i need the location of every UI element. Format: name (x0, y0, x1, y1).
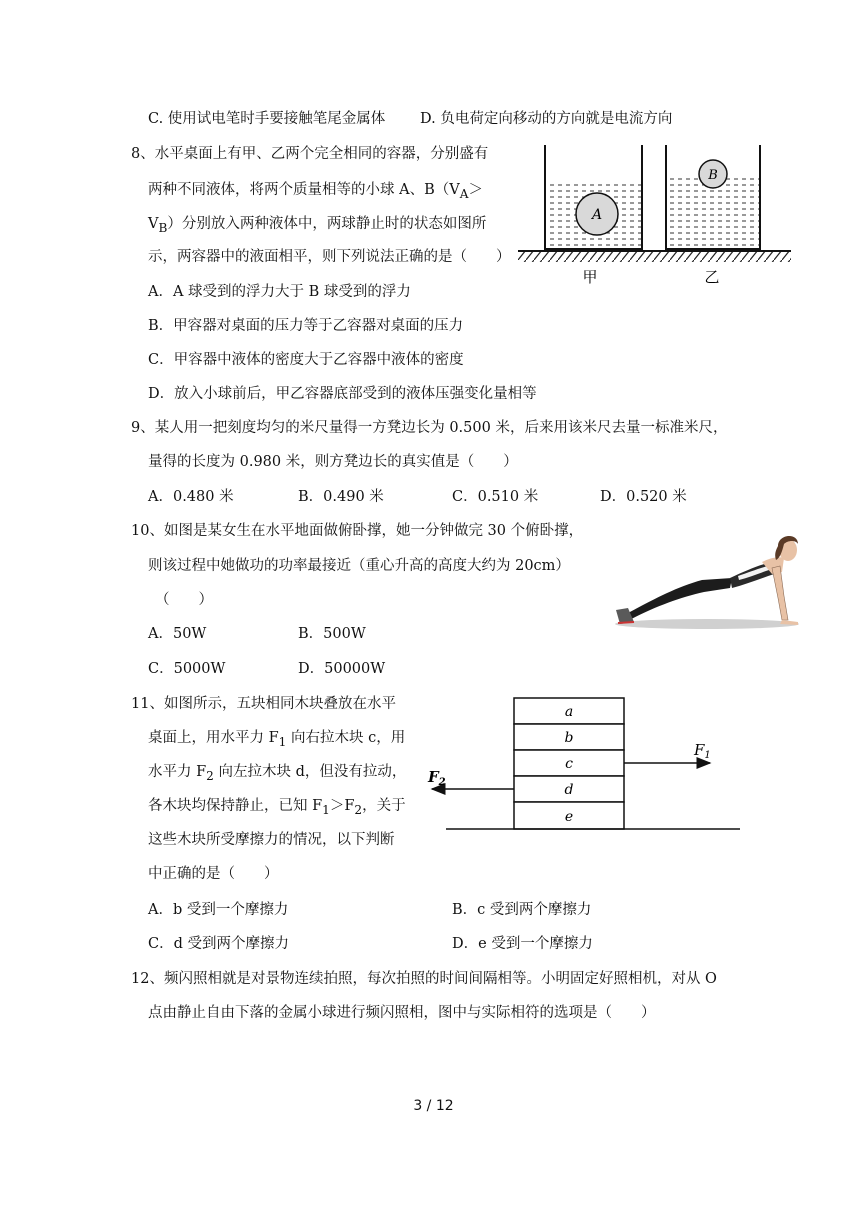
q9-option-b: B．0.490 米 (298, 489, 384, 505)
page-number: 3 / 12 (413, 1098, 454, 1114)
force-f1-label: $F_1$ (694, 741, 711, 761)
q9-stem-line1: 9、某人用一把刻度均匀的米尺量得一方凳边长为 0.500 米，后来用该米尺去量一标准米尺， (131, 420, 728, 436)
q8-option-a: A．A 球受到的浮力大于 B 球受到的浮力 (148, 284, 411, 300)
pushup-woman-figure (612, 528, 802, 632)
block-a-label: a (564, 704, 574, 720)
q8-option-b: B．甲容器对桌面的压力等于乙容器对桌面的压力 (148, 318, 464, 334)
q10-stem-line1: 10、如图是某女生在水平地面做俯卧撑，她一分钟做完 30 个俯卧撑， (131, 523, 584, 539)
q12-stem-line2: 点由静止自由下落的金属小球进行频闪照相，图中与实际相符的选项是（ ） (148, 1005, 656, 1021)
q9-stem-line2: 量得的长度为 0.980 米，则方凳边长的真实值是（ ） (148, 454, 518, 470)
block-b-label: b (564, 730, 574, 746)
q10-stem-line3: （ ） (155, 592, 213, 608)
q9-option-a: A．0.480 米 (148, 489, 234, 505)
q7-option-c: C. 使用试电笔时手要接触笔尾金属体 (148, 111, 386, 127)
q11-stem-line4: 各木块均保持静止，已知 $F_1>F_2$，关于 (148, 798, 406, 817)
q9-option-c: C．0.510 米 (452, 489, 539, 505)
q12-stem-line1: 12、频闪照相就是对景物连续拍照，每次拍照的时间间隔相等。小明固定好照相机，对从 O (131, 971, 717, 987)
q11-option-b: B．c 受到两个摩擦力 (452, 902, 592, 918)
q8-containers-figure (518, 140, 798, 290)
q10-option-b: B．500W (298, 626, 366, 642)
block-c-label: c (565, 756, 573, 772)
label-yi: 乙 (704, 268, 720, 286)
q8-stem-line4: 示，两容器中的液面相平，则下列说法正确的是（ ） (148, 249, 511, 265)
q11-stem-line6: 中正确的是（ ） (148, 866, 279, 882)
q8-stem-line2: 两种不同液体，将两个质量相等的小球 A、$B(V_A>$ (148, 182, 483, 201)
force-f2-label: $F_2$ (428, 768, 446, 788)
q11-stem-line2: 桌面上，用水平力 $F_1$ 向右拉木块 c，用 (148, 730, 406, 749)
ball-a-label: A (591, 207, 603, 223)
q11-stem-line5: 这些木块所受摩擦力的情况，以下判断 (148, 832, 395, 848)
q11-option-d: D．e 受到一个摩擦力 (452, 936, 593, 952)
block-e-label: e (564, 809, 574, 825)
q8-stem-line3: $V_B$）分别放入两种液体中，两球静止时的状态如图所 (148, 216, 487, 235)
block-d-label: d (564, 782, 574, 798)
q8-option-c: C．甲容器中液体的密度大于乙容器中液体的密度 (148, 352, 464, 368)
ball-b-label: B (708, 168, 718, 183)
q11-stem-line1: 11、如图所示，五块相同木块叠放在水平 (131, 696, 396, 712)
q9-option-d: D．0.520 米 (600, 489, 687, 505)
q10-option-c: C．5000W (148, 661, 226, 677)
q11-stem-line3: 水平力 $F_2$ 向左拉木块 d，但没有拉动， (148, 764, 407, 783)
q7-option-d: D. 负电荷定向移动的方向就是电流方向 (420, 111, 673, 127)
stacked-blocks-figure (420, 690, 750, 840)
q11-option-a: A．b 受到一个摩擦力 (148, 902, 289, 918)
q10-option-d: D．50000W (298, 661, 386, 677)
q8-option-d: D．放入小球前后，甲乙容器底部受到的液体压强变化量相等 (148, 386, 537, 402)
q10-stem-line2: 则该过程中她做功的功率最接近（重心升高的高度大约为 20cm） (148, 558, 570, 574)
q11-option-c: C．d 受到两个摩擦力 (148, 936, 289, 952)
q10-option-a: A．50W (148, 626, 207, 642)
q8-stem-line1: 8、水平桌面上有甲、乙两个完全相同的容器，分别盛有 (131, 146, 489, 162)
label-jia: 甲 (582, 268, 598, 286)
